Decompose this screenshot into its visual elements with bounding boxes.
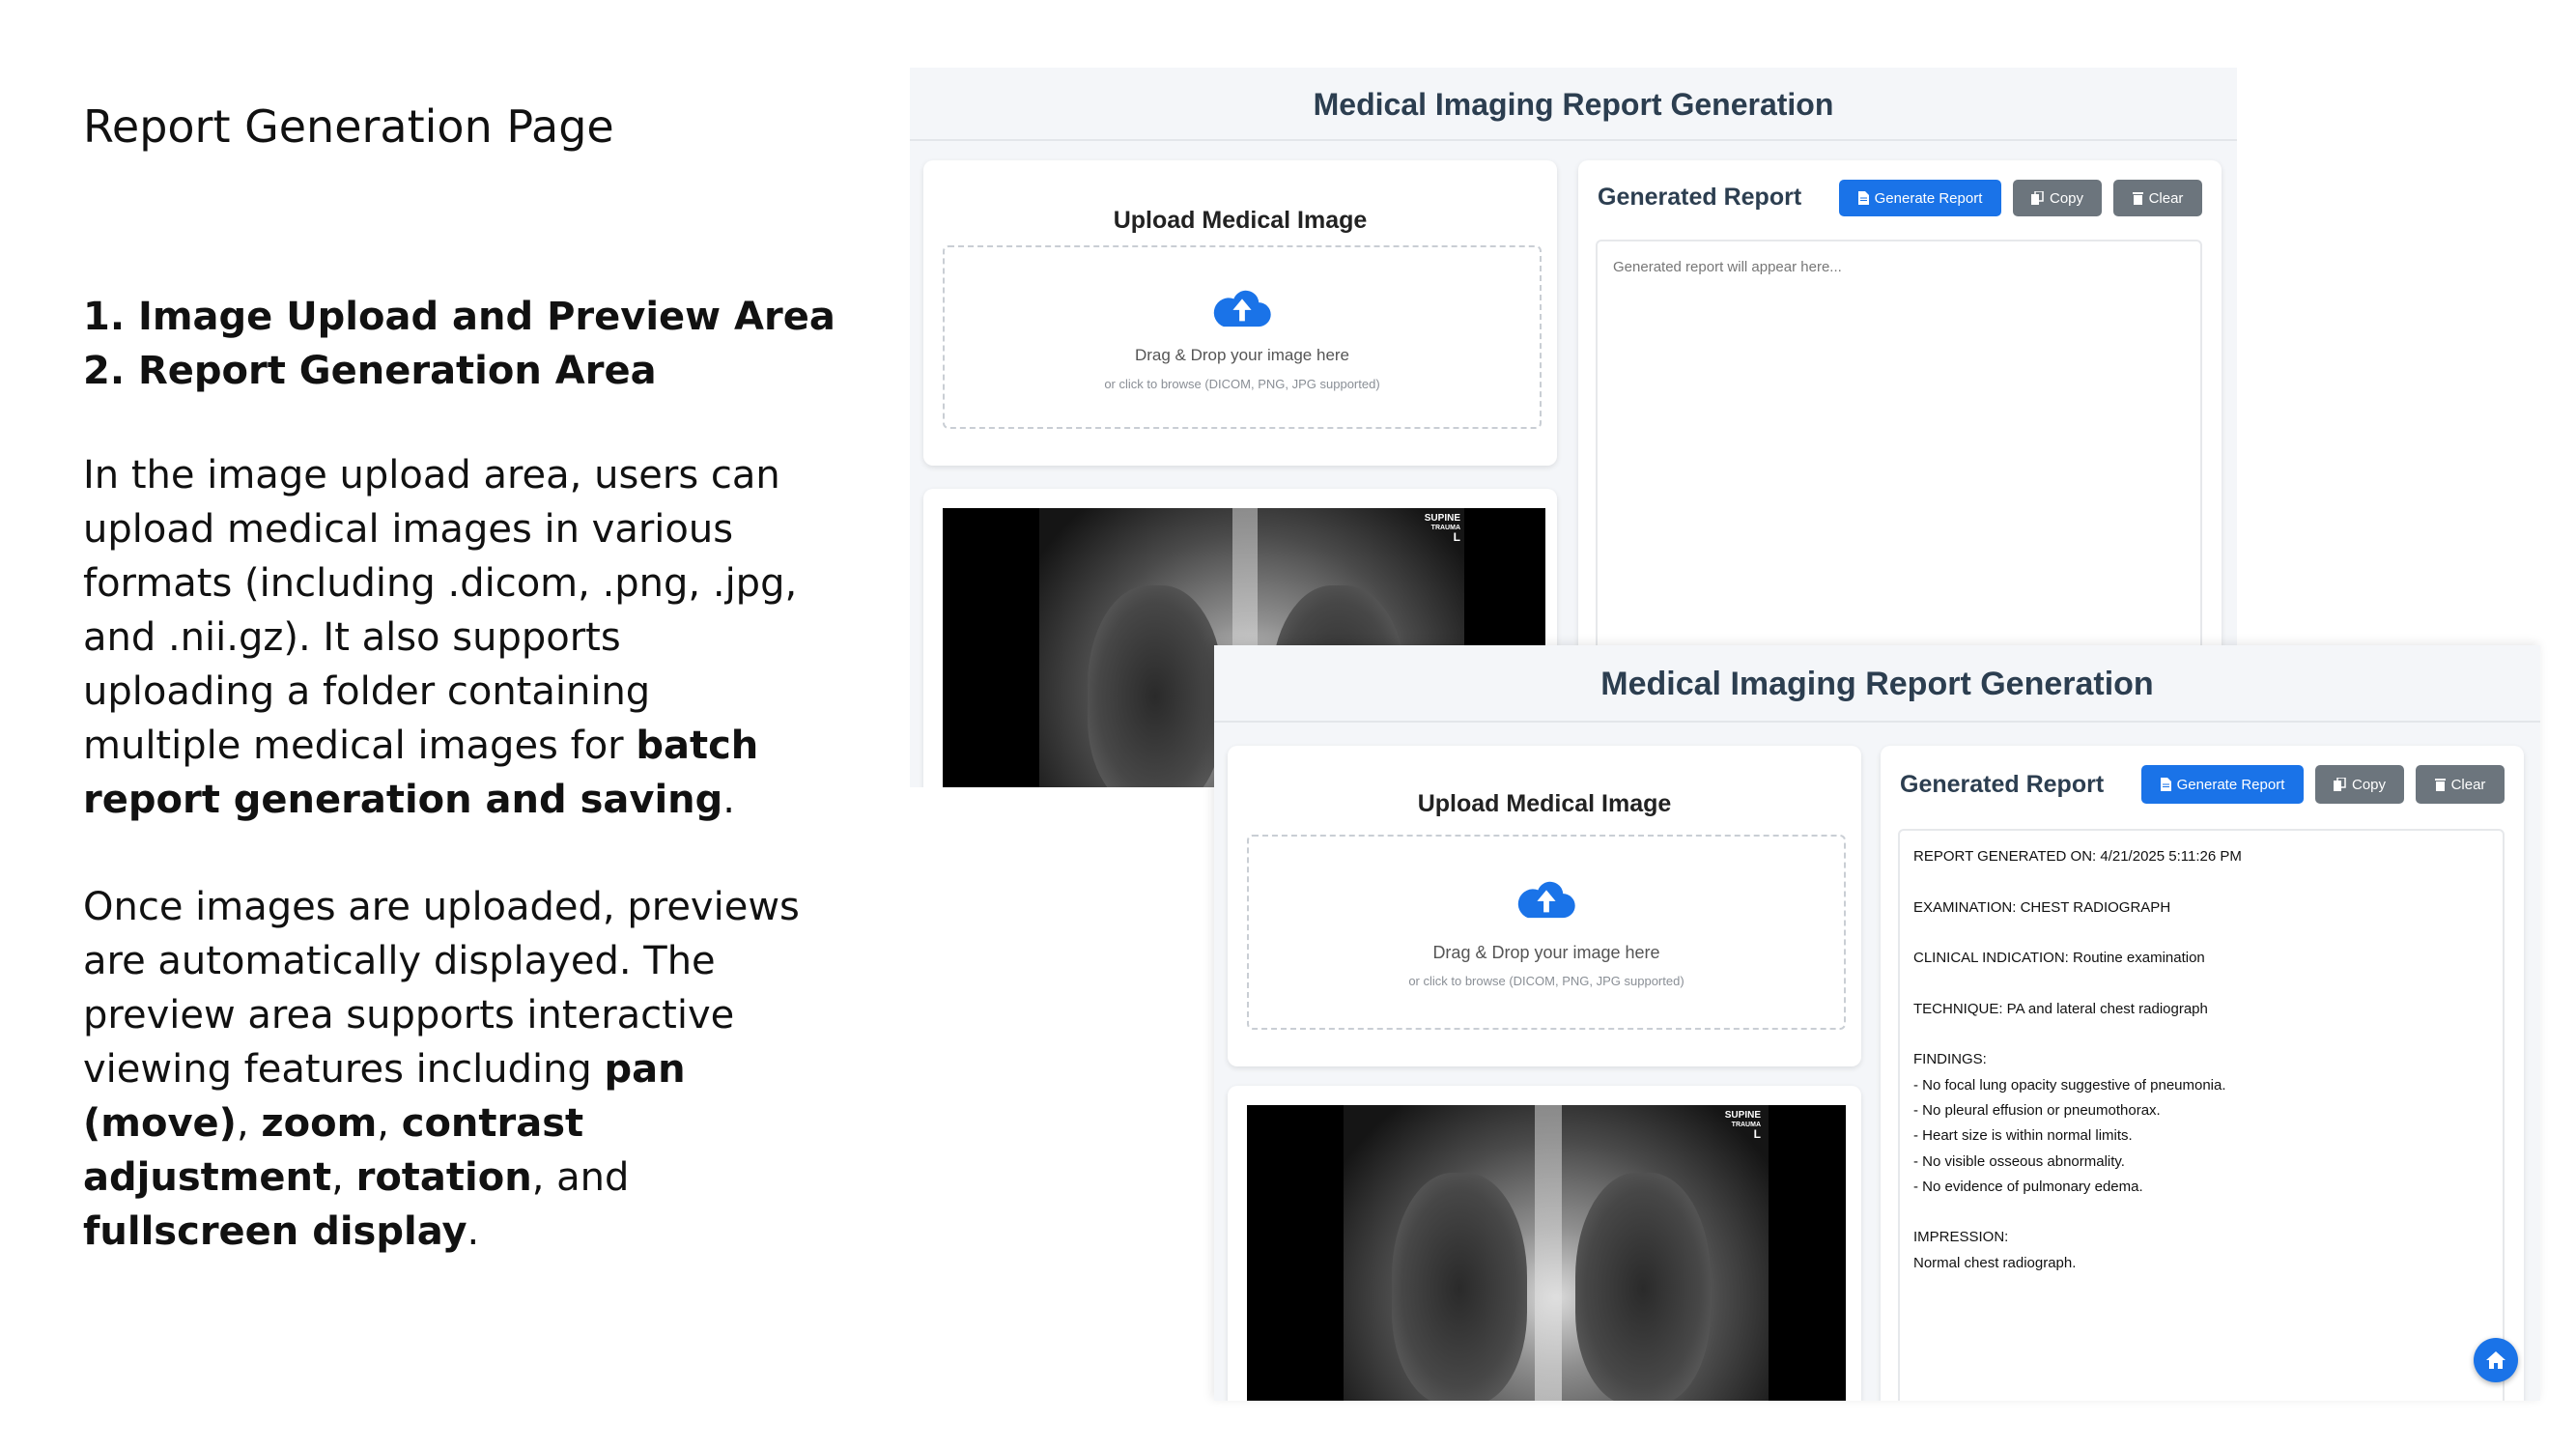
copy-label: Copy bbox=[2351, 776, 2387, 793]
xray-marker-side: L bbox=[1753, 1126, 1761, 1141]
generate-report-button[interactable] bbox=[2141, 765, 2304, 804]
dropzone[interactable] bbox=[1247, 835, 1846, 1030]
clear-label: Clear bbox=[2450, 776, 2486, 793]
section-item: 2. Report Generation Area bbox=[83, 349, 657, 393]
clear-button[interactable] bbox=[2113, 180, 2202, 216]
upload-card-title: Upload Medical Image bbox=[1113, 207, 1368, 234]
copy-button[interactable] bbox=[2315, 765, 2404, 804]
dropzone-subtext: or click to browse (DICOM, PNG, JPG supported) bbox=[1408, 974, 1684, 988]
report-output[interactable] bbox=[1898, 829, 2505, 1401]
xray-marker-supine: SUPINE bbox=[1424, 513, 1460, 524]
xray-preview[interactable] bbox=[1247, 1105, 1846, 1401]
trash-icon bbox=[2435, 778, 2446, 791]
report-placeholder: Generated report will appear here... bbox=[1613, 259, 1842, 275]
report-title: Generated Report bbox=[1900, 771, 2105, 798]
copy-icon bbox=[2334, 778, 2346, 791]
upload-card-title: Upload Medical Image bbox=[1417, 790, 1672, 817]
xray-marker-trauma: TRAUMA bbox=[1430, 524, 1460, 531]
generate-report-label: Generate Report bbox=[2176, 776, 2285, 793]
dropzone[interactable] bbox=[943, 245, 1542, 429]
copy-button[interactable] bbox=[2013, 180, 2102, 216]
app-title: Medical Imaging Report Generation bbox=[910, 68, 2237, 141]
report-content: REPORT GENERATED ON: 4/21/2025 5:11:26 PM EXAMINATION: CHEST RADIOGRAPH CLINICAL INDICATION: Routine examination TECHNIQUE: PA and lateral chest radiograph FINDINGS: - No focal lung opacity suggestive of pneumonia. - No pleural effusion or pneumothorax. - Heart size is within normal limits. - No visible osseous abnormality. - No evidence of pulmonary edema. IMPRESSION: Normal chest radiograph. bbox=[1913, 848, 2242, 1271]
dropzone-text: Drag & Drop your image here bbox=[1134, 346, 1350, 364]
xray-marker-supine: SUPINE bbox=[1724, 1110, 1761, 1121]
xray-marker-trauma: TRAUMA bbox=[1731, 1121, 1761, 1128]
report-card bbox=[1881, 746, 2524, 1401]
cloud-upload-icon bbox=[1212, 284, 1272, 328]
preview-description: Once images are uploaded, previews are automatically displayed. The preview area supports interactive viewing features including pan (move), zoom, contrast adjustment, rotation, and fullscreen display. bbox=[83, 885, 800, 1254]
copy-icon bbox=[2031, 191, 2044, 205]
file-icon bbox=[1858, 191, 1869, 205]
copy-label: Copy bbox=[2049, 189, 2084, 207]
report-title: Generated Report bbox=[1598, 184, 1802, 211]
trash-icon bbox=[2133, 191, 2143, 205]
upload-description: In the image upload area, users can upload medical images in various formats (including .dicom, .png, .jpg, and .nii.gz). It also supports uploading a folder containing multiple medical images for batch report generation and saving. bbox=[83, 453, 798, 822]
clear-label: Clear bbox=[2148, 189, 2184, 207]
file-icon bbox=[2161, 778, 2171, 791]
dropzone-subtext: or click to browse (DICOM, PNG, JPG supported) bbox=[1104, 377, 1380, 391]
xray-marker-side: L bbox=[1453, 529, 1460, 544]
upload-card bbox=[923, 160, 1557, 466]
home-button[interactable] bbox=[2474, 1338, 2518, 1382]
app-window-filled bbox=[1214, 645, 2540, 1401]
section-list bbox=[83, 290, 835, 398]
section-item: 1. Image Upload and Preview Area bbox=[83, 295, 835, 339]
app-title: Medical Imaging Report Generation bbox=[1214, 645, 2540, 723]
generate-report-button[interactable] bbox=[1839, 180, 2001, 216]
clear-button[interactable] bbox=[2416, 765, 2505, 804]
cloud-upload-icon bbox=[1516, 875, 1576, 920]
upload-card bbox=[1228, 746, 1861, 1066]
preview-card bbox=[1228, 1086, 1861, 1401]
home-icon bbox=[2485, 1350, 2506, 1370]
dropzone-text: Drag & Drop your image here bbox=[1432, 943, 1660, 962]
slide-title: Report Generation Page bbox=[83, 100, 614, 153]
generate-report-label: Generate Report bbox=[1874, 189, 1983, 207]
